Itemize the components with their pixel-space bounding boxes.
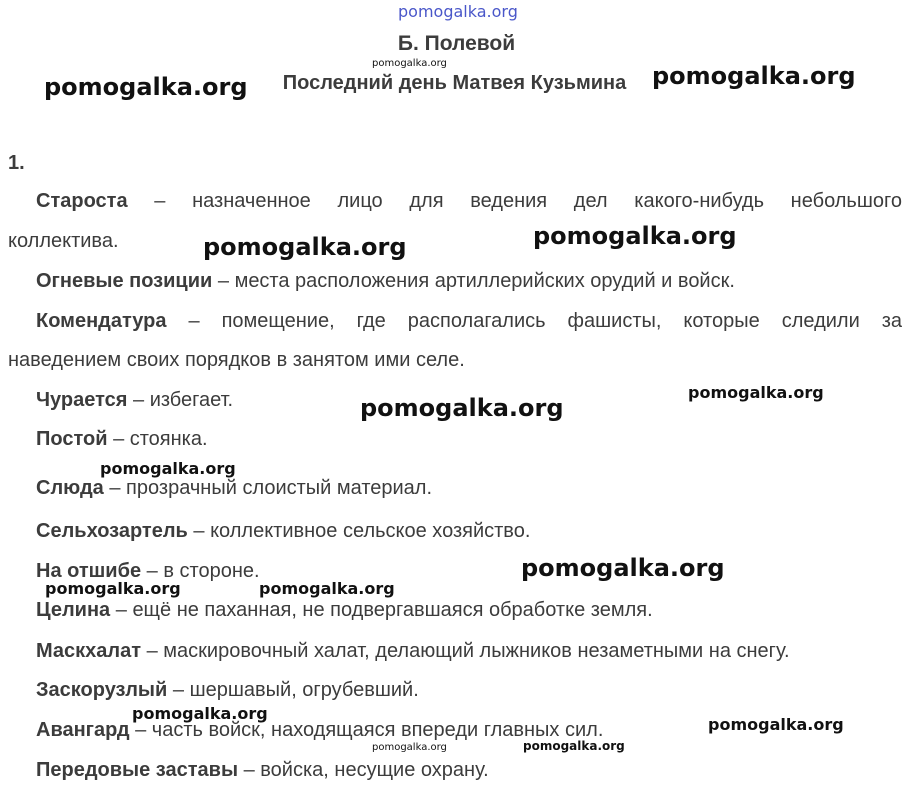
story-title: Последний день Матвея Кузьмина bbox=[282, 72, 627, 94]
definition-text: маскировочный халат, делающий лыжников незаметными на снегу. bbox=[163, 640, 790, 662]
task-number: 1. bbox=[8, 152, 25, 174]
definition-text: шершавый, огрубевший. bbox=[189, 679, 419, 701]
definition-line: Слюда – прозрачный слоистый материал. bbox=[36, 477, 433, 499]
definition-term: Комендатура bbox=[36, 310, 167, 332]
watermark: pomogalka.org bbox=[372, 58, 447, 69]
watermark: pomogalka.org bbox=[688, 383, 824, 402]
watermark: pomogalka.org bbox=[132, 704, 268, 723]
definition-line: Целина – ещё не паханная, не подвергавшаяся обработке земля. bbox=[36, 599, 653, 621]
watermark: pomogalka.org bbox=[360, 394, 564, 422]
definition-term: Маскхалат bbox=[36, 640, 142, 662]
watermark: pomogalka.org bbox=[652, 62, 856, 90]
watermark: pomogalka.org bbox=[372, 742, 447, 753]
watermark: pomogalka.org bbox=[521, 554, 725, 582]
watermark: pomogalka.org bbox=[259, 579, 395, 598]
definition-line: Заскорузлый – шершавый, огрубевший. bbox=[36, 679, 419, 701]
author-heading: Б. Полевой bbox=[397, 32, 516, 55]
definition-line: Постой – стоянка. bbox=[36, 428, 208, 450]
definition-term: Постой bbox=[36, 428, 108, 450]
definition-term: Чурается bbox=[36, 389, 128, 411]
definition-term: Огневые позиции bbox=[36, 270, 213, 292]
definition-term: Целина bbox=[36, 599, 111, 621]
definition-text: назначенное лицо для ведения дел какого-нибудь небольшого bbox=[192, 190, 902, 212]
watermark: pomogalka.org bbox=[203, 233, 407, 261]
definition-line-cont: коллектива. bbox=[8, 230, 119, 252]
definition-line: Огневые позиции – места расположения артиллерийских орудий и войск. bbox=[36, 270, 735, 292]
definition-term: Сельхозартель bbox=[36, 520, 188, 542]
definition-line-cont: наведением своих порядков в занятом ими селе. bbox=[8, 349, 465, 371]
watermark: pomogalka.org bbox=[708, 715, 844, 734]
definition-text: помещение, где располагались фашисты, которые следили за bbox=[221, 310, 903, 332]
watermark: pomogalka.org bbox=[523, 739, 625, 753]
definition-text: в стороне. bbox=[163, 560, 260, 582]
definition-term: На отшибе bbox=[36, 560, 142, 582]
watermark: pomogalka.org bbox=[533, 222, 737, 250]
definition-term: Заскорузлый bbox=[36, 679, 168, 701]
definition-line: Комендатура – помещение, где располагались фашисты, которые следили за bbox=[36, 310, 903, 332]
watermark-top: pomogalka.org bbox=[398, 2, 518, 21]
definition-text: ещё не паханная, не подвергавшаяся обработке земля. bbox=[132, 599, 653, 621]
definition-line: Сельхозартель – коллективное сельское хозяйство. bbox=[36, 520, 531, 542]
definition-term: Староста bbox=[36, 190, 128, 212]
definition-text: избегает. bbox=[149, 389, 234, 411]
watermark: pomogalka.org bbox=[100, 459, 236, 478]
definition-text: места расположения артиллерийских орудий и войск. bbox=[234, 270, 735, 292]
definition-line: Маскхалат – маскировочный халат, делающий лыжников незаметными на снегу. bbox=[36, 640, 790, 662]
watermark: pomogalka.org bbox=[44, 73, 248, 101]
definition-line: Чурается – избегает. bbox=[36, 389, 234, 411]
watermark: pomogalka.org bbox=[45, 579, 181, 598]
definition-line: Передовые заставы – войска, несущие охрану. bbox=[36, 759, 489, 781]
definition-term: Слюда bbox=[36, 477, 104, 499]
definition-line: На отшибе – в стороне. bbox=[36, 560, 260, 582]
definition-text: часть войск, находящаяся впереди главных сил. bbox=[151, 719, 604, 741]
definition-term: Авангард bbox=[36, 719, 130, 741]
definition-text: коллективное сельское хозяйство. bbox=[210, 520, 531, 542]
definition-term: Передовые заставы bbox=[36, 759, 239, 781]
definition-text: войска, несущие охрану. bbox=[260, 759, 489, 781]
definition-line: Авангард – часть войск, находящаяся впереди главных сил. bbox=[36, 719, 604, 741]
definition-text: стоянка. bbox=[129, 428, 208, 450]
definition-text: прозрачный слоистый материал. bbox=[126, 477, 433, 499]
definition-line: Староста – назначенное лицо для ведения дел какого-нибудь небольшого bbox=[36, 190, 902, 212]
